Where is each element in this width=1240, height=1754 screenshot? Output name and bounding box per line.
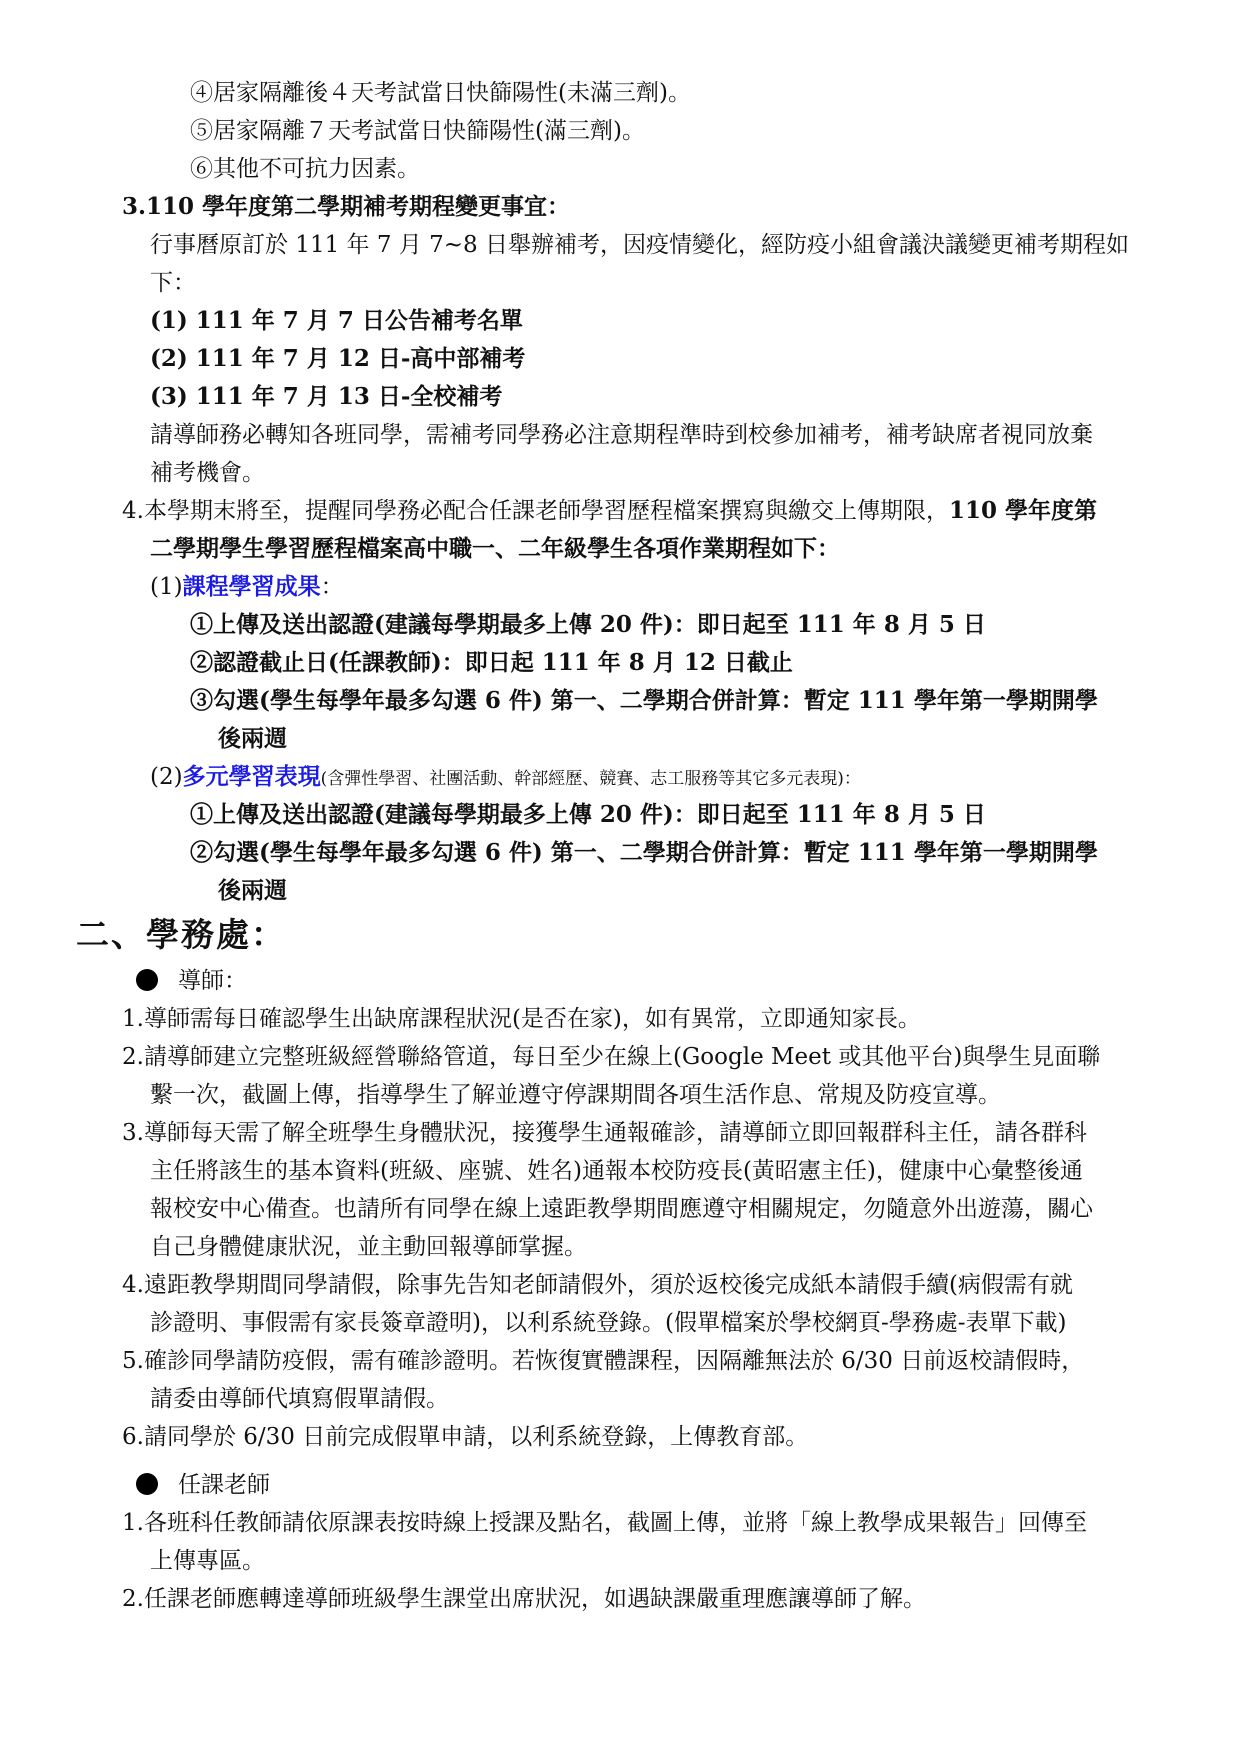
- homeroom-line: 2.請導師建立完整班級經營聯絡管道，每日至少在線上(Google Meet 或其他平台)與學生見面聯: [122, 1044, 1101, 1070]
- diverse-learning-item-2-cont: 後兩週: [218, 877, 287, 904]
- diverse-learning-item-1: ①上傳及送出認證(建議每學期最多上傳 20 件)：即日起至 111 年 8 月 5 日: [190, 801, 986, 828]
- course-learning-title: 課程學習成果: [182, 573, 321, 600]
- course-learning-item-3-cont: 後兩週: [218, 725, 287, 752]
- section-student-affairs-title: 二、學務處：: [76, 915, 286, 954]
- diverse-learning-heading: [150, 758, 861, 798]
- homeroom-line: 3.導師每天需了解全班學生身體狀況，接獲學生通報確診，請導師立即回報群科主任，請各群科: [122, 1120, 1087, 1146]
- portfolio-intro-line1: [122, 492, 1097, 530]
- course-learning-prefix: (1): [150, 574, 183, 600]
- makeup-exam-heading: 3.110 學年度第二學期補考期程變更事宜：: [122, 193, 571, 220]
- homeroom-line: 報校安中心備查。也請所有同學在線上遠距教學期間應遵守相關規定，勿隨意外出遊蕩，關心: [150, 1196, 1093, 1222]
- homeroom-teacher-heading: [136, 962, 247, 1000]
- diverse-learning-item-2: ②勾選(學生每學年最多勾選 6 件) 第一、二學期合併計算：暫定 111 學年第一學期開學: [190, 839, 1098, 866]
- homeroom-line: 4.遠距教學期間同學請假，除事先告知老師請假外，須於返校後完成紙本請假手續(病假需有就: [122, 1272, 1073, 1298]
- course-learning-item-2: ②認證截止日(任課教師)：即日起 111 年 8 月 12 日截止: [190, 649, 793, 676]
- homeroom-line: 診證明、事假需有家長簽章證明)，以利系統登錄。(假單檔案於學校網頁-學務處-表單下載): [150, 1310, 1067, 1336]
- course-learning-heading: [150, 568, 344, 606]
- isolation-reason-5: ⑤居家隔離７天考試當日快篩陽性(滿三劑)。: [190, 118, 645, 144]
- homeroom-line: 自己身體健康狀況，並主動回報導師掌握。: [150, 1234, 587, 1260]
- subject-teacher-label: 任課老師: [178, 1472, 270, 1498]
- subject-teacher-line: 2.任課老師應轉達導師班級學生課堂出席狀況，如遇缺課嚴重理應讓導師了解。: [122, 1586, 926, 1612]
- diverse-learning-title: 多元學習表現: [182, 763, 321, 790]
- makeup-exam-note-line1: 請導師務必轉知各班同學，需補考同學務必注意期程準時到校參加補考，補考缺席者視同放棄: [150, 422, 1093, 448]
- makeup-exam-note-line2: 補考機會。: [150, 460, 265, 486]
- portfolio-intro-bold: 110 學年度第: [948, 497, 1097, 524]
- isolation-reason-4: ④居家隔離後４天考試當日快篩陽性(未滿三劑)。: [190, 80, 691, 106]
- portfolio-intro-line2: 二學期學生學習歷程檔案高中職一、二年級學生各項作業期程如下：: [150, 535, 840, 562]
- homeroom-line: 1.導師需每日確認學生出缺席課程狀況(是否在家)，如有異常，立即通知家長。: [122, 1006, 921, 1032]
- isolation-reason-6: ⑥其他不可抗力因素。: [190, 156, 420, 182]
- homeroom-line: 主任將該生的基本資料(班級、座號、姓名)通報本校防疫長(黃昭憲主任)，健康中心彙整後通: [150, 1158, 1083, 1184]
- makeup-exam-item-1: (1) 111 年 7 月 7 日公告補考名單: [150, 307, 523, 334]
- bullet-icon: [136, 969, 158, 991]
- diverse-learning-note: (含彈性學習、社團活動、幹部經歷、競賽、志工服務等其它多元表現)：: [320, 769, 861, 789]
- homeroom-line: 5.確診同學請防疫假，需有確診證明。若恢復實體課程，因隔離無法於 6/30 日前返校請假時，: [122, 1348, 1085, 1374]
- subject-teacher-line: 上傳專區。: [150, 1548, 265, 1574]
- homeroom-line: 請委由導師代填寫假單請假。: [150, 1386, 449, 1412]
- course-learning-item-3: ③勾選(學生每學年最多勾選 6 件) 第一、二學期合併計算：暫定 111 學年第一學期開學: [190, 687, 1098, 714]
- bullet-icon: [136, 1473, 158, 1495]
- diverse-learning-prefix: (2): [150, 764, 183, 790]
- portfolio-intro-text: 4.本學期末將至，提醒同學務必配合任課老師學習歷程檔案撰寫與繳交上傳期限，: [122, 498, 949, 524]
- homeroom-line: 6.請同學於 6/30 日前完成假單申請，以利系統登錄，上傳教育部。: [122, 1424, 809, 1450]
- makeup-exam-item-2: (2) 111 年 7 月 12 日-高中部補考: [150, 345, 526, 372]
- makeup-exam-para-line2: 下：: [150, 270, 196, 296]
- homeroom-line: 繫一次，截圖上傳，指導學生了解並遵守停課期間各項生活作息、常規及防疫宣導。: [150, 1082, 1001, 1108]
- course-learning-item-1: ①上傳及送出認證(建議每學期最多上傳 20 件)：即日起至 111 年 8 月 5 日: [190, 611, 986, 638]
- makeup-exam-item-3: (3) 111 年 7 月 13 日-全校補考: [150, 383, 503, 410]
- homeroom-teacher-label: 導師：: [178, 968, 247, 994]
- subject-teacher-line: 1.各班科任教師請依原課表按時線上授課及點名，截圖上傳，並將「線上教學成果報告」回傳至: [122, 1510, 1087, 1536]
- course-learning-colon: ：: [320, 574, 344, 600]
- makeup-exam-para-line1: 行事曆原訂於 111 年 7 月 7~8 日舉辦補考，因疫情變化，經防疫小組會議決議變更補考期程如: [150, 232, 1129, 258]
- subject-teacher-heading: [136, 1466, 270, 1504]
